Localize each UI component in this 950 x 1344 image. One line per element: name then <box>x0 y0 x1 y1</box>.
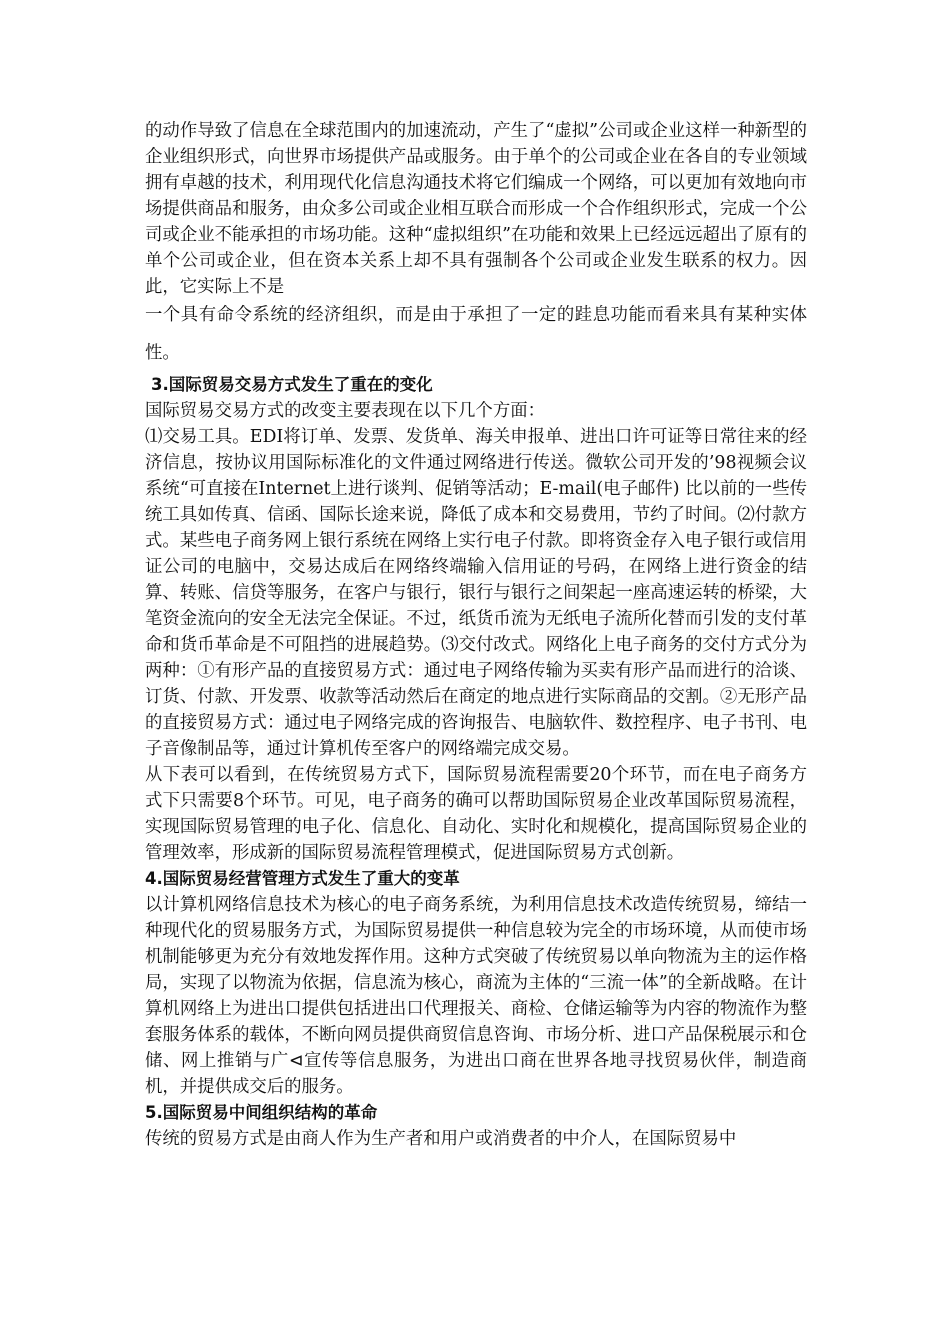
paragraph-trade-methods-intro: 国际贸易交易方式的改变主要表现在以下几个方面： <box>145 401 545 421</box>
section-heading-3: 3.国际贸易交易方式发生了重在的变化 <box>151 375 433 394</box>
section-heading-5: 5.国际贸易中间组织结构的革命 <box>145 1103 378 1122</box>
paragraph-management-change: 以计算机网络信息技术为核心的电子商务系统，为利用信息技术改造传统贸易，缔结一种现代化的贸易服务方式，为国际贸易提供一种信息较为完全的市场环境，从而使市场机制能够更为充分有效地发挥作用。这种方式突破了传统贸易以单向物流为主的运作格局，实现了以物流为依据，信息流为核心，商流为主体的“三流一体”的全新战略。在计算机网络上为进出口提供包括进出口代理报关、商检、仓储运输等为内容的物流作为整套服务体系的载体，不断向网员提供商贸信息咨询、市场分析、进口产品保税展示和仓储、网上推销与广⊲宣传等信息服务，为进出口商在世界各地寻找贸易伙伴，制造商机，并提供成交后的服务。 <box>145 895 807 1097</box>
paragraph-virtual-organization-continued: 一个具有命令系统的经济组织，而是由于承担了一定的跬息功能而看来具有某种实体性。 <box>145 305 807 363</box>
paragraph-virtual-organization: 的动作导致了信息在全球范围内的加速流动，产生了“虚拟”公司或企业这样一种新型的企业组织形式，向世界市场提供产品或服务。由于单个的公司或企业在各自的专业领域拥有卓越的技术，利用现代化信息沟通技术将它们编成一个网络，可以更加有效地向市场提供商品和服务，由众多公司或企业相互联合而形成一个合作组织形式，完成一个公司或企业不能承担的市场功能。这种“虚拟组织”在功能和效果上已经远远超出了原有的单个公司或企业，但在资本关系上却不具有强制各个公司或企业发生联系的权力。因此，它实际上不是 <box>145 121 807 297</box>
document-page <box>145 118 807 1152</box>
paragraph-intermediary-organization: 传统的贸易方式是由商人作为生产者和用户或消费者的中介人，在国际贸易中 <box>145 1129 737 1149</box>
paragraph-trade-process: 从下表可以看到，在传统贸易方式下，国际贸易流程需要20个环节，而在电子商务方式下只需要8个环节。可见，电子商务的确可以帮助国际贸易企业改革国际贸易流程，实现国际贸易管理的电子化、信息化、自动化、实时化和规模化，提高国际贸易企业的管理效率，形成新的国际贸易流程管理模式，促进国际贸易方式创新。 <box>145 765 807 863</box>
paragraph-trade-methods-details: ⑴交易工具。EDI将订单、发票、发货单、海关申报单、进出口许可证等日常往来的经济信息，按协议用国际标准化的文件通过网络进行传送。微软公司开发的’98视频会议系统“可直接在Internet上进行谈判、促销等活动；E-mail(电子邮件) 比以前的一些传统工具如传真、信函、国际长途来说，降低了成本和交易费用，节约了时间。⑵付款方式。某些电子商务网上银行系统在网络上实行电子付款。即将资金存入电子银行或信用证公司的电脑中，交易达成后在网络终端输入信用证的号码，在网络上进行资金的结算、转账、信贷等服务，在客户与银行，银行与银行之间架起一座高速运转的桥梁，大笔资金流向的安全无法完全保证。不过，纸货币流为无纸电子流所化替而引发的支付革命和货币革命是不可阻挡的进展趋势。⑶交付改式。网络化上电子商务的交付方式分为两种：①有形产品的直接贸易方式：通过电子网络传输为买卖有形产品而进行的洽谈、订货、付款、开发票、收款等活动然后在商定的地点进行实际商品的交割。②无形产品的直接贸易方式：通过电子网络完成的咨询报告、电脑软件、数控程序、电子书刊、电子音像制品等，通过计算机传至客户的网络端完成交易。 <box>145 427 807 759</box>
section-heading-4: 4.国际贸易经营管理方式发生了重大的变革 <box>145 869 460 888</box>
